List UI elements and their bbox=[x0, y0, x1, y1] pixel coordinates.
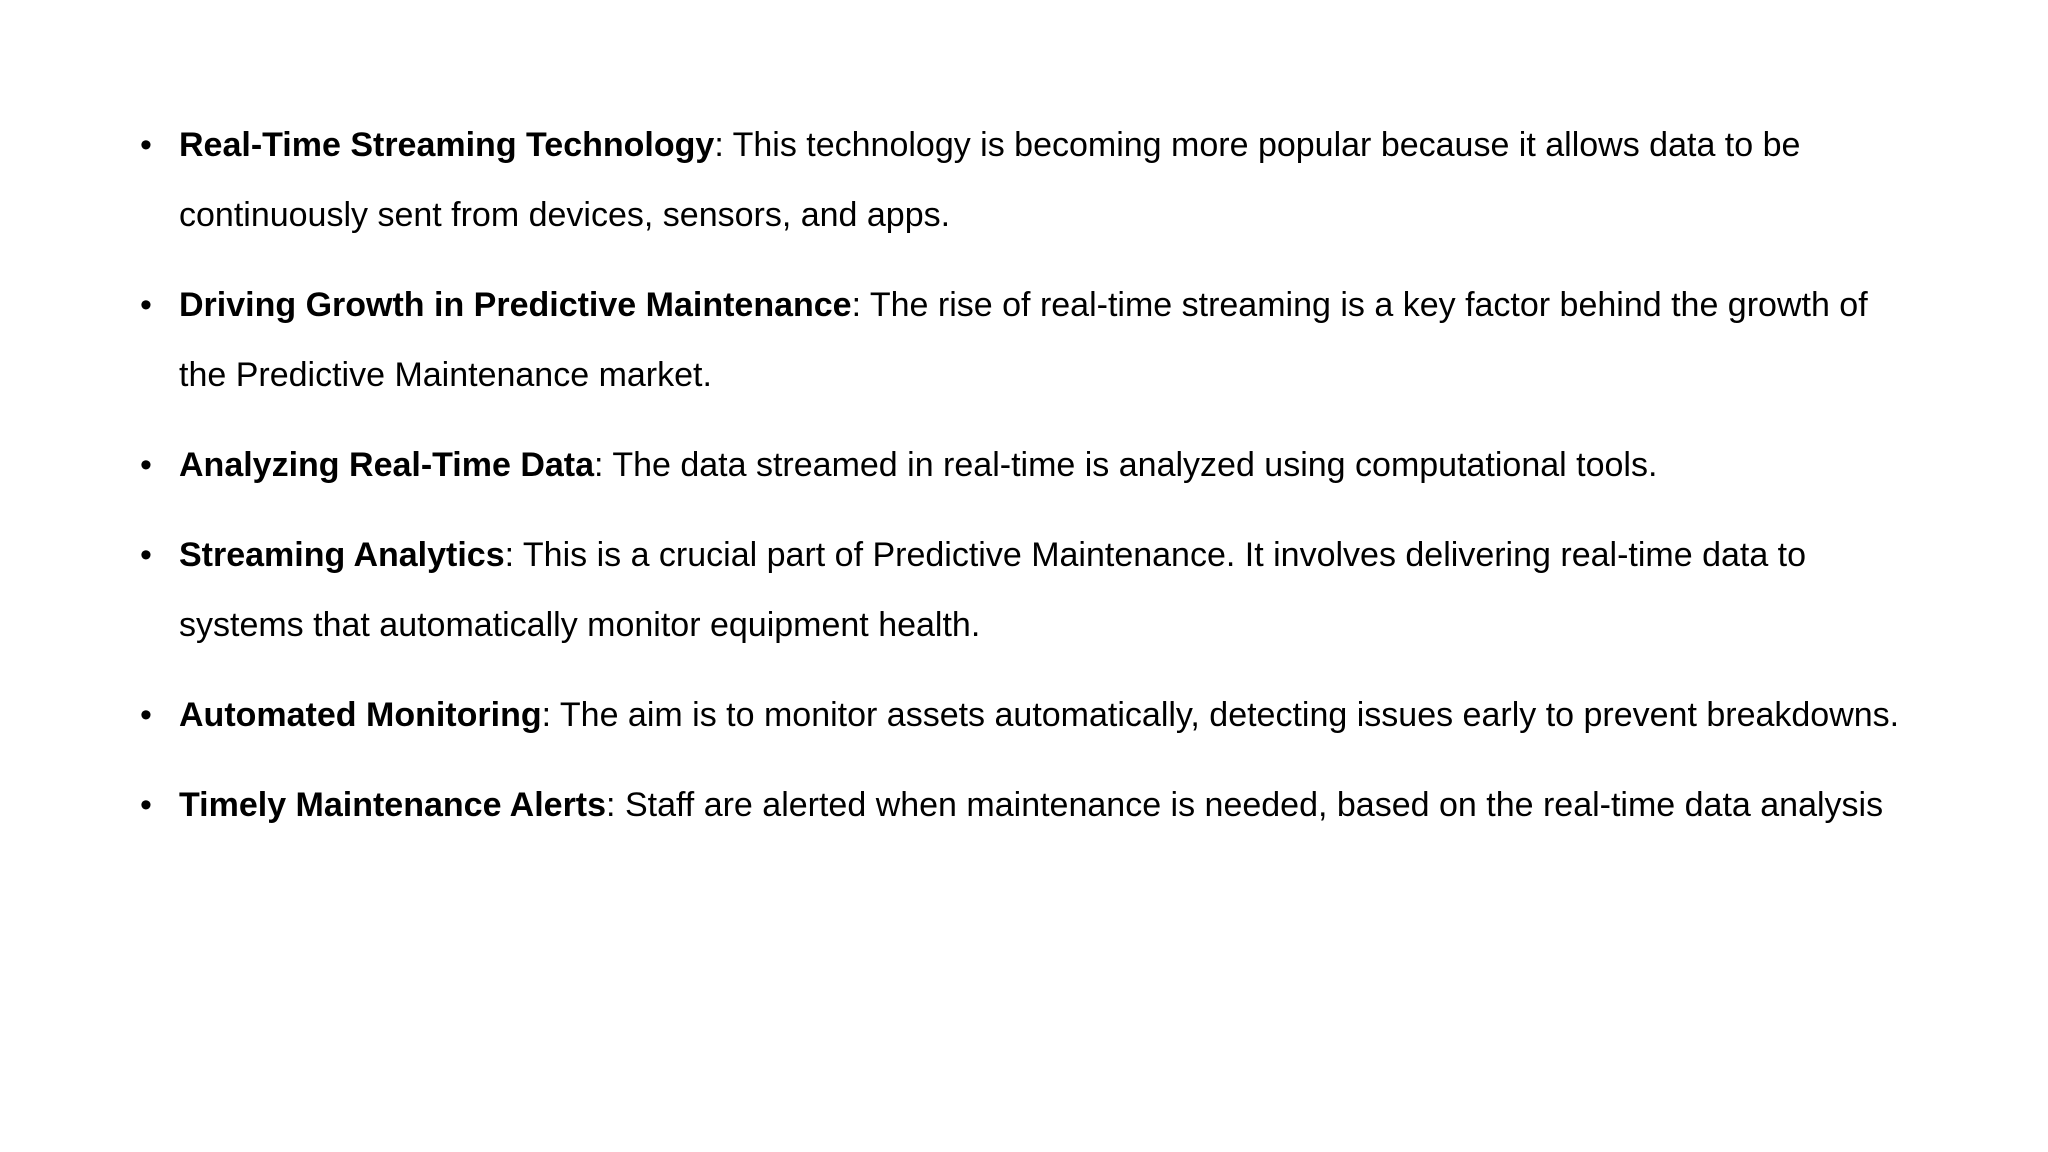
bullet-text: : The aim is to monitor assets automatically, detecting issues early to prevent breakdowns. bbox=[541, 696, 1900, 734]
bullet-text: : Staff are alerted when maintenance is needed, based on the real-time data analysis bbox=[606, 786, 1884, 824]
bullet-item-driving-growth bbox=[140, 270, 1900, 410]
bullet-icon: • bbox=[140, 696, 152, 734]
bullet-term: Analyzing Real-Time Data bbox=[179, 446, 595, 484]
bullet-icon: • bbox=[140, 446, 152, 484]
bullet-text: : The data streamed in real-time is analyzed using computational tools. bbox=[594, 446, 1658, 484]
bullet-text: : This technology is becoming more popular because it allows data to be continuously sent from devices, sensors, and apps. bbox=[179, 126, 1801, 234]
bullet-icon: • bbox=[140, 126, 152, 164]
bullet-term: Real-Time Streaming Technology bbox=[179, 126, 715, 164]
bullet-icon: • bbox=[140, 536, 152, 574]
bullet-item-automated-monitoring bbox=[140, 680, 1900, 750]
bullet-text: : This is a crucial part of Predictive Maintenance. It involves delivering real-time data to systems that automatically monitor equipment health. bbox=[179, 536, 1807, 644]
bullet-list bbox=[140, 110, 1900, 860]
bullet-icon: • bbox=[140, 286, 152, 324]
bullet-item-maintenance-alerts bbox=[140, 770, 1900, 840]
bullet-term: Automated Monitoring bbox=[179, 696, 542, 734]
bullet-text: : The rise of real-time streaming is a key factor behind the growth of the Predictive Maintenance market. bbox=[179, 286, 1868, 394]
bullet-item-streaming-technology bbox=[140, 110, 1900, 250]
bullet-term: Driving Growth in Predictive Maintenance bbox=[179, 286, 852, 324]
bullet-term: Timely Maintenance Alerts bbox=[179, 786, 607, 824]
bullet-item-analyzing-data bbox=[140, 430, 1900, 500]
bullet-item-streaming-analytics bbox=[140, 520, 1900, 660]
bullet-icon: • bbox=[140, 786, 152, 824]
bullet-term: Streaming Analytics bbox=[179, 536, 505, 574]
